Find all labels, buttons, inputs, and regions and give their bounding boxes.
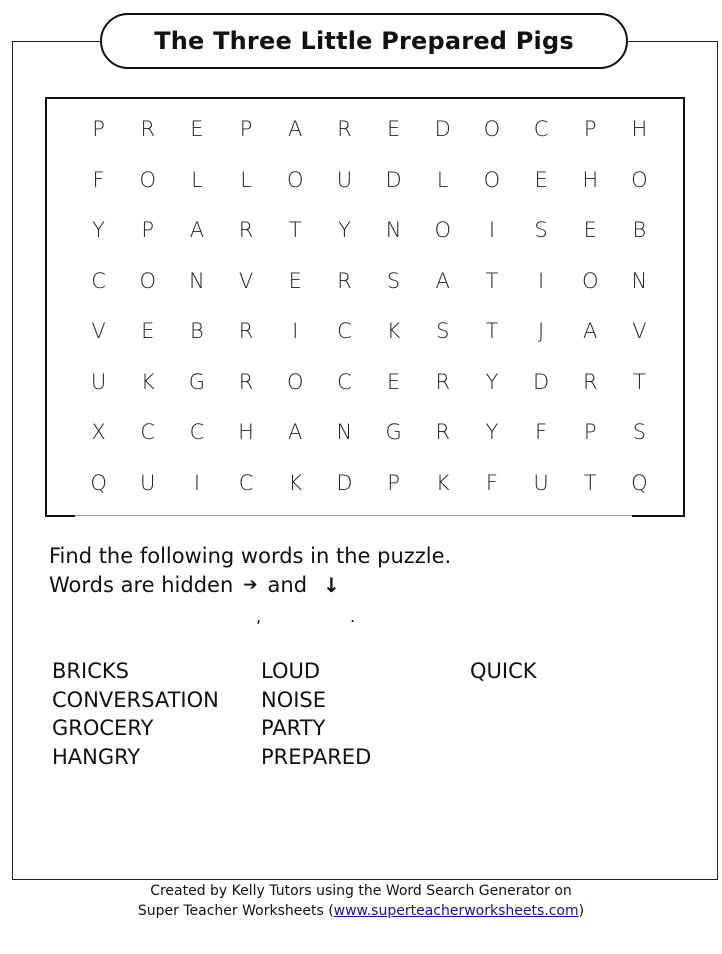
grid-letter: P <box>239 117 253 142</box>
grid-letter: H <box>582 167 599 192</box>
footer-suffix: ) <box>578 903 585 919</box>
grid-letter: O <box>581 268 599 293</box>
grid-letter: E <box>190 117 204 142</box>
grid-letter: A <box>189 218 205 243</box>
grid-letter: O <box>139 167 156 192</box>
grid-letter: C <box>140 420 156 445</box>
grid-letter: F <box>92 167 105 192</box>
grid-letter: Y <box>92 218 105 243</box>
grid-letter: D <box>336 470 353 495</box>
grid-letter: Q <box>631 470 648 495</box>
letter-grid <box>74 104 664 508</box>
footer-prefix: Super Teacher Worksheets ( <box>137 903 334 919</box>
instruction-line-1: Find the following words in the puzzle. <box>49 544 452 568</box>
grid-letter: O <box>483 117 501 142</box>
grid-letter: E <box>141 319 155 344</box>
grid-letter: C <box>337 369 352 394</box>
grid-letter: H <box>238 420 254 445</box>
grid-letter: C <box>337 319 352 344</box>
grid-letter: E <box>288 268 302 293</box>
instruction-line-2 <box>49 573 340 597</box>
footer-line-2 <box>0 901 722 921</box>
grid-letter: L <box>191 167 203 192</box>
grid-letter: U <box>336 167 353 192</box>
grid-letter: D <box>385 167 402 192</box>
word-item: LOUD <box>261 659 321 683</box>
grid-letter: V <box>632 319 647 344</box>
grid-letter: F <box>535 420 548 445</box>
arrow-right-icon: ➔ <box>243 575 258 595</box>
grid-letter: E <box>386 117 401 142</box>
grid-letter: S <box>436 319 450 344</box>
grid-letter: O <box>286 369 304 394</box>
footer-line-1: Created by Kelly Tutors using the Word Search Generator on <box>150 883 572 899</box>
grid-letter: U <box>533 470 549 495</box>
grid-letter: C <box>189 420 205 445</box>
grid-letter: L <box>240 167 252 192</box>
grid-letter: T <box>583 470 597 495</box>
grid-letter: R <box>337 268 352 293</box>
grid-letter: J <box>537 319 545 344</box>
grid-letter: E <box>534 167 548 192</box>
grid-letter: R <box>435 369 451 394</box>
grid-letter: I <box>537 268 545 293</box>
grid-letter: R <box>582 369 598 394</box>
grid-letter: O <box>286 167 304 192</box>
grid-letter: E <box>583 218 597 243</box>
footer-link[interactable]: www.superteacherworksheets.com <box>333 903 579 919</box>
grid-letter: U <box>140 470 156 495</box>
grid-letter: R <box>238 319 254 344</box>
word-list-column-2 <box>261 657 371 771</box>
word-item: PARTY <box>261 716 326 740</box>
grid-letter: K <box>140 369 155 394</box>
grid-letter: A <box>288 117 303 142</box>
grid-letter: U <box>90 369 107 394</box>
grid-letter: B <box>190 319 204 344</box>
grid-letter: C <box>238 470 254 495</box>
grid-letter: R <box>337 117 352 142</box>
grid-letter: T <box>485 268 499 293</box>
word-item: PREPARED <box>261 744 372 769</box>
grid-letter: S <box>386 268 401 293</box>
grid-letter: I <box>292 319 299 344</box>
grid-letter: P <box>387 470 400 495</box>
grid-letter: T <box>633 369 646 394</box>
grid-letter: R <box>140 117 156 142</box>
word-item: HANGRY <box>52 744 141 769</box>
grid-letter: I <box>193 470 201 495</box>
grid-letter: E <box>386 369 401 394</box>
grid-letter: K <box>435 470 450 495</box>
arrow-down-icon: ↓ <box>323 573 340 597</box>
grid-letter: V <box>91 319 106 344</box>
grid-letter: S <box>534 218 548 243</box>
instruction-period: . <box>350 607 356 626</box>
grid-letter: K <box>288 470 303 495</box>
grid-letter: P <box>92 117 105 142</box>
grid-letter: D <box>434 117 451 142</box>
grid-letter: L <box>436 167 449 192</box>
instruction-comma: , <box>256 607 262 626</box>
footer <box>0 881 722 921</box>
grid-letter: Y <box>485 369 499 394</box>
grid-letter: N <box>189 268 205 293</box>
grid-letter: O <box>483 167 501 192</box>
grid-letter: N <box>385 218 402 243</box>
grid-letter: T <box>288 218 302 243</box>
grid-letter: Y <box>485 420 499 445</box>
grid-letter: O <box>139 268 156 293</box>
grid-letter: F <box>485 470 498 495</box>
grid-letter: S <box>632 420 647 445</box>
grid-letter: I <box>488 218 496 243</box>
grid-letter: P <box>141 218 155 243</box>
title-banner <box>100 13 628 69</box>
grid-letter: N <box>336 420 353 445</box>
grid-letter: C <box>91 268 106 293</box>
grid-letter: H <box>631 117 648 142</box>
grid-letter: C <box>533 117 549 142</box>
grid-letter: T <box>485 319 499 344</box>
word-item: NOISE <box>261 687 327 712</box>
grid-letter: R <box>435 420 451 445</box>
grid-letter: D <box>532 369 550 394</box>
grid-letter: O <box>631 167 648 192</box>
instruction-and-text: and <box>267 573 308 597</box>
grid-letter: N <box>631 268 648 293</box>
word-list-column-3 <box>470 657 537 686</box>
grid-letter: O <box>434 218 451 243</box>
grid-letter: R <box>238 369 254 394</box>
word-list-column-1 <box>52 657 219 771</box>
grid-letter: A <box>288 420 303 445</box>
grid-letter: Y <box>338 218 351 243</box>
grid-letter: Q <box>90 470 107 495</box>
grid-letter: X <box>91 420 106 445</box>
grid-letter: A <box>583 319 598 344</box>
instruction-hidden-text: Words are hidden <box>49 573 234 597</box>
word-item: BRICKS <box>52 659 129 683</box>
grid-letter: P <box>583 117 597 142</box>
grid-letter: G <box>188 369 206 394</box>
grid-letter: V <box>238 268 254 293</box>
grid-letter: A <box>435 268 450 293</box>
grid-letter: P <box>583 420 597 445</box>
grid-letter: B <box>632 218 647 243</box>
grid-letter: K <box>386 319 401 344</box>
grid-letter: R <box>238 218 254 243</box>
word-item: QUICK <box>470 659 537 683</box>
word-item: GROCERY <box>52 716 154 740</box>
puzzle-bottom-line <box>75 515 632 516</box>
grid-letter: G <box>385 420 402 445</box>
word-item: CONVERSATION <box>52 687 219 712</box>
page-title: The Three Little Prepared Pigs <box>154 27 574 55</box>
